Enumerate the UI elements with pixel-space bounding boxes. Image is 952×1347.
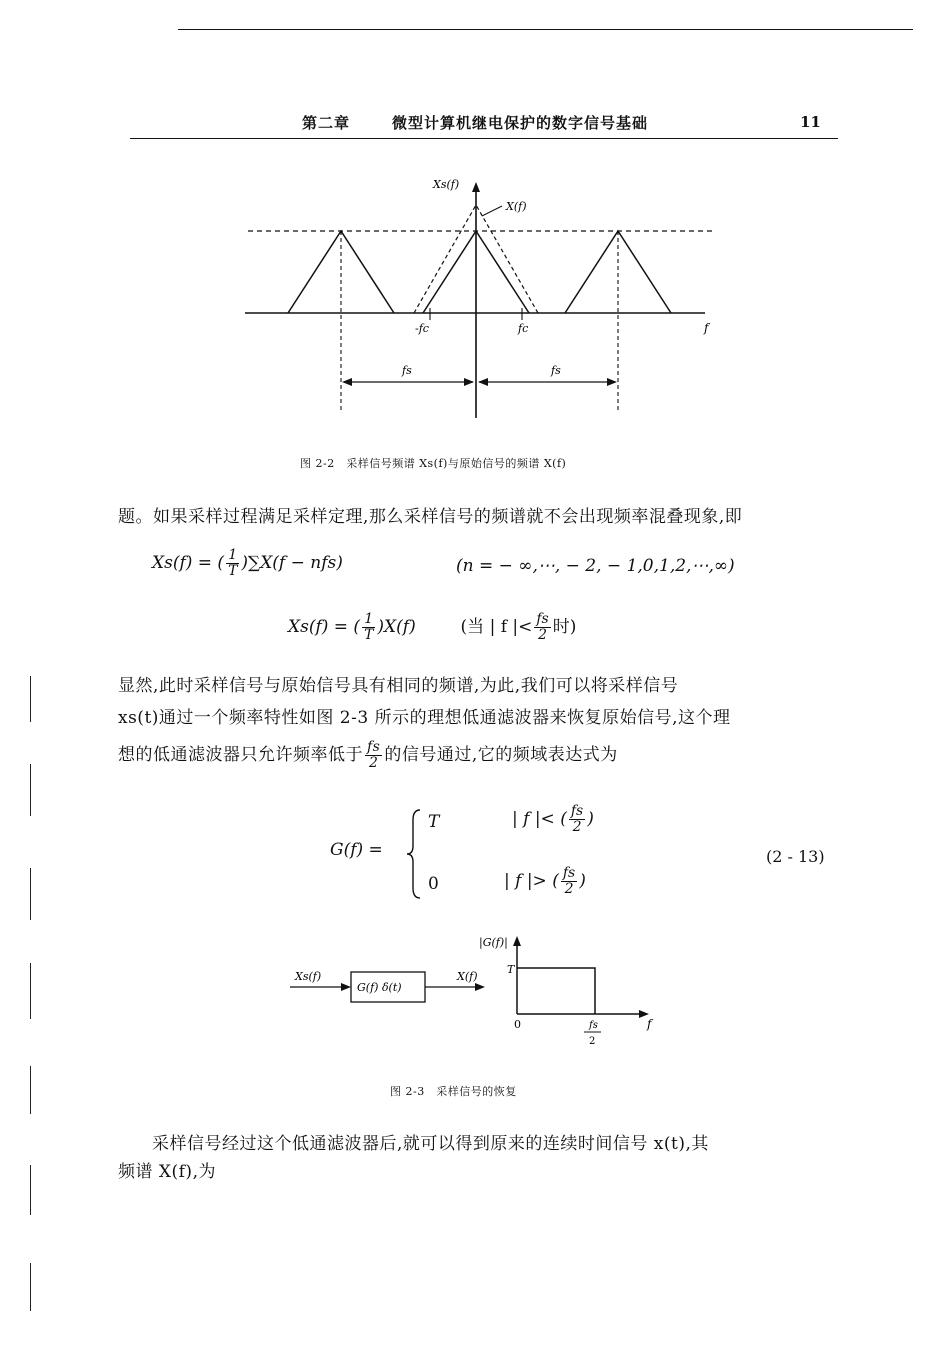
spectrum-triangle-right <box>565 231 671 313</box>
equation-1 <box>152 548 343 579</box>
axis-f-label: f <box>704 321 709 335</box>
paragraph-2-line-1: 显然,此时采样信号与原始信号具有相同的频谱,为此,我们可以将采样信号 <box>118 676 679 696</box>
cutoff-den: 2 <box>589 1036 596 1047</box>
margin-bar <box>30 1066 31 1114</box>
equation-3-lhs: G(f) = <box>330 840 383 860</box>
origin-label: 0 <box>514 1018 521 1031</box>
case-2-fraction <box>561 866 577 897</box>
dimension-label-right: fs <box>551 364 561 377</box>
margin-bar <box>30 1263 31 1311</box>
g-axis-arrowhead <box>513 936 521 946</box>
paragraph-3-line-2: 频谱 X(f),为 <box>118 1162 216 1182</box>
case-1-fraction <box>569 804 585 835</box>
margin-bar <box>30 764 31 816</box>
case-2-den: 2 <box>564 881 574 897</box>
dimension-arrowhead <box>607 378 617 386</box>
case-2-post: ) <box>579 871 586 891</box>
t-level-label: T <box>507 963 515 976</box>
g-axis-label: |G(f)| <box>479 936 508 949</box>
eq1-lhs: Xs(f) = ( <box>152 553 225 573</box>
ideal-lowpass-response <box>517 968 595 1014</box>
paragraph-2-line-3-pre: 想的低通滤波器只允许频率低于 <box>118 745 363 765</box>
input-arrowhead <box>341 983 351 991</box>
cutoff-num: fs <box>589 1020 598 1031</box>
margin-bar <box>30 676 31 722</box>
case-1-num: fs <box>570 803 584 819</box>
running-header-title: 微型计算机继电保护的数字信号基础 <box>392 114 649 132</box>
equation-3-case-2-condition <box>504 866 586 897</box>
axis-arrow <box>472 182 480 192</box>
eq1-frac-num: 1 <box>228 547 238 563</box>
case-1-den: 2 <box>572 819 582 835</box>
dimension-arrowhead <box>342 378 352 386</box>
filter-block-label: G(f) δ(t) <box>357 981 402 994</box>
eq2-cond-fraction <box>534 612 550 643</box>
eq2-fraction <box>362 612 375 643</box>
equation-3-case-1-value: T <box>428 812 440 832</box>
figure-2-3 <box>285 930 675 1055</box>
x-label-leader <box>482 206 502 216</box>
tick-label-neg-fc: -fc <box>415 322 429 335</box>
paragraph-2-fraction <box>365 740 382 771</box>
dimension-label-left: fs <box>402 364 412 377</box>
equation-1-condition: (n = − ∞,⋯, − 2, − 1,0,1,2,⋯,∞) <box>456 556 735 576</box>
dimension-arrowhead <box>464 378 474 386</box>
paragraph-2-line-2: xs(t)通过一个频率特性如图 2-3 所示的理想低通滤波器来恢复原始信号,这个理 <box>118 708 731 728</box>
paragraph-3-line-1: 采样信号经过这个低通滤波器后,就可以得到原来的连续时间信号 x(t),其 <box>152 1134 709 1154</box>
eq2-cond-post: 时) <box>552 617 577 637</box>
margin-bar <box>30 868 31 920</box>
tick-label-fc: fc <box>518 322 529 335</box>
running-header-chapter: 第二章 <box>302 114 351 132</box>
eq2-rhs: )X(f) <box>377 617 416 637</box>
eq2-cond-pre: (当 | f |< <box>460 617 533 637</box>
g-axis-f-label: f <box>647 1017 652 1031</box>
paragraph-2-frac-den: 2 <box>368 755 379 771</box>
paragraph-2-frac-num: fs <box>367 739 381 755</box>
figure-2-2 <box>230 170 730 430</box>
equation-3-case-1-condition <box>512 804 594 835</box>
dimension-arrowhead <box>478 378 488 386</box>
eq2-lhs: Xs(f) = ( <box>288 617 361 637</box>
equation-number: (2 - 13) <box>766 847 825 866</box>
spectrum-triangle-left <box>288 231 394 313</box>
y-axis-label: Xs(f) <box>433 178 460 191</box>
margin-bar <box>30 1165 31 1215</box>
original-spectrum-label: X(f) <box>506 200 527 213</box>
eq2-cond-num: fs <box>536 611 549 627</box>
margin-bar <box>30 963 31 1019</box>
equation-2 <box>288 612 576 643</box>
output-label: X(f) <box>457 970 478 983</box>
page-number: 11 <box>800 113 821 131</box>
eq2-cond-den: 2 <box>538 627 548 643</box>
figure-2-2-caption: 图 2-2 采样信号频谱 Xs(f)与原始信号的频谱 X(f) <box>300 457 567 470</box>
top-rule <box>178 29 913 30</box>
case-2-cond-pre: | f |> ( <box>504 871 559 891</box>
eq2-frac-den: T <box>364 627 374 643</box>
eq1-frac-den: T <box>228 563 238 579</box>
piecewise-brace <box>404 806 424 902</box>
eq1-rhs: )∑X(f − nfs) <box>241 553 343 573</box>
case-1-cond-pre: | f |< ( <box>512 809 567 829</box>
paragraph-2-line-3 <box>118 740 618 771</box>
case-1-post: ) <box>587 809 594 829</box>
case-2-num: fs <box>562 865 576 881</box>
paragraph-1: 题。如果采样过程满足采样定理,那么采样信号的频谱就不会出现频率混叠现象,即 <box>118 507 743 527</box>
paragraph-2-line-3-post: 的信号通过,它的频域表达式为 <box>384 745 618 765</box>
output-arrowhead <box>475 983 485 991</box>
input-label: Xs(f) <box>295 970 322 983</box>
eq2-frac-num: 1 <box>364 611 374 627</box>
equation-3-case-2-value: 0 <box>428 874 439 894</box>
figure-2-3-caption: 图 2-3 采样信号的恢复 <box>390 1085 517 1098</box>
eq1-fraction <box>226 548 239 579</box>
header-rule <box>130 138 838 139</box>
